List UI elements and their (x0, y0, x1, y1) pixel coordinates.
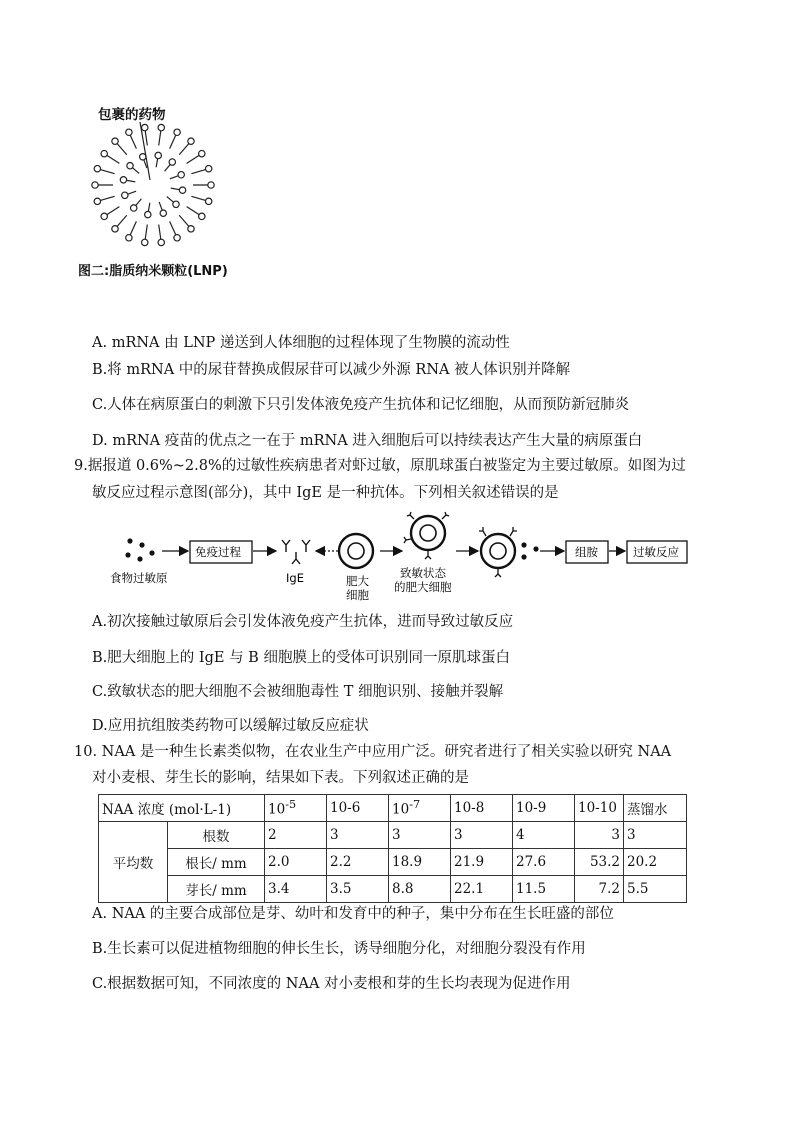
q9-option-c: C.致敏状态的肥大细胞不会被细胞毒性 T 细胞识别、接触并裂解 (92, 684, 504, 700)
row-label: 芽长/ mm (168, 876, 265, 903)
table-cell: 4 (513, 822, 575, 849)
histamine-label: 组胺 (575, 545, 598, 559)
lipid-head (126, 129, 132, 135)
figure-label: 包裹的药物 (98, 107, 166, 123)
conc-cell: 10-6 (327, 795, 389, 822)
lipid-head (94, 198, 100, 204)
lipid-head (158, 239, 164, 245)
lipid-head (199, 213, 205, 219)
lipid-head (155, 152, 161, 158)
table-cell: 27.6 (513, 849, 575, 876)
lipid-head (158, 124, 164, 130)
table-cell: 2.0 (265, 849, 327, 876)
histamine-dots (521, 542, 538, 559)
q9-option-b: B.肥大细胞上的 IgE 与 B 细胞膜上的受体可识别同一原肌球蛋白 (92, 650, 510, 666)
mast-cell-label-2: 细胞 (346, 588, 369, 602)
lipid-head (205, 165, 211, 171)
lipid-head (199, 150, 205, 156)
ige-antibodies (282, 540, 310, 564)
table-cell: 5.5 (624, 876, 687, 903)
lipid-head (131, 205, 137, 211)
table-cell: 3 (327, 822, 389, 849)
table-cell: 3 (389, 822, 451, 849)
mast-cell-label-1: 肥大 (346, 574, 369, 588)
lipid-head (94, 165, 100, 171)
table-cell: 3 (624, 822, 687, 849)
table-cell: 3 (575, 822, 624, 849)
q8-option-b: B.将 mRNA 中的尿苷替换成假尿苷可以减少外源 RNA 被人体识别并降解 (92, 362, 571, 378)
allergy-process-diagram (100, 505, 700, 610)
table-cell: 20.2 (624, 849, 687, 876)
sensitized-label-1: 致敏状态 (400, 566, 446, 580)
table-cell: 53.2 (575, 849, 624, 876)
q9-stem-line2: 敏反应过程示意图(部分)，其中 IgE 是一种抗体。下列相关叙述错误的是 (92, 485, 559, 501)
lipid-head (140, 154, 146, 160)
row-label: 根数 (168, 822, 265, 849)
lipid-head (92, 182, 98, 188)
q10-stem-line1: 10. NAA 是一种生长素类似物，在农业生产中应用广泛。研究者进行了相关实验以研究 NAA (74, 744, 672, 760)
lipid-head (142, 124, 148, 130)
ige-label: IgE (286, 571, 304, 585)
table-cell: 21.9 (451, 849, 513, 876)
lnp-figure (78, 100, 278, 280)
lipid-head (127, 163, 133, 169)
row-label: 根长/ mm (168, 849, 265, 876)
lipid-head (101, 213, 107, 219)
group-label: 平均数 (99, 822, 168, 903)
q9-stem-line1: 9.据报道 0.6%~2.8%的过敏性疾病患者对虾过敏，原肌球蛋白被鉴定为主要过敏原。如图为过 (74, 458, 686, 474)
lipid-head (208, 182, 214, 188)
lipid-head (101, 150, 107, 156)
lipid-head (126, 235, 132, 241)
table-row (99, 876, 687, 903)
conc-cell: $10^{-5}$ (265, 795, 327, 822)
table-cell: 22.1 (451, 876, 513, 903)
figure-caption: 图二:脂质纳米颗粒(LNP) (78, 264, 228, 279)
sensitized-label-2: 的肥大细胞 (394, 580, 452, 594)
lipid-head (188, 138, 194, 144)
lipid-head (188, 226, 194, 232)
table-header-label: NAA 浓度 (mol·L-1) (99, 795, 265, 822)
lipid-head (169, 159, 175, 165)
table-header-row (99, 795, 687, 822)
lipid-head (122, 192, 128, 198)
table-cell: 18.9 (389, 849, 451, 876)
q10-option-a: A. NAA 的主要合成部位是芽、幼叶和发育中的种子，集中分布在生长旺盛的部位 (92, 906, 614, 922)
q8-option-a: A. mRNA 由 LNP 递送到人体细胞的过程体现了生物膜的流动性 (92, 335, 510, 351)
allergen-dots (125, 538, 154, 561)
naa-table (98, 794, 687, 903)
conc-cell: 蒸馏水 (624, 795, 687, 822)
table-cell: 3.4 (265, 876, 327, 903)
lipid-head (174, 235, 180, 241)
table-cell: 2.2 (327, 849, 389, 876)
table-row (99, 822, 687, 849)
lipid-head (112, 226, 118, 232)
q10-stem-line2: 对小麦根、芽生长的影响，结果如下表。下列叙述正确的是 (92, 770, 469, 786)
q8-option-c: C.人体在病原蛋白的刺激下只引发体液免疫产生抗体和记忆细胞，从而预防新冠肺炎 (92, 397, 630, 413)
q9-option-d: D.应用抗组胺类药物可以缓解过敏反应症状 (92, 718, 369, 734)
lipid-head (173, 201, 179, 207)
q8-option-d: D. mRNA 疫苗的优点之一在于 mRNA 进入细胞后可以持续表达产生大量的病原蛋白 (92, 433, 643, 449)
q10-option-b: B.生长素可以促进植物细胞的伸长生长，诱导细胞分化，对细胞分裂没有作用 (92, 941, 586, 957)
lipid-head (112, 138, 118, 144)
conc-cell: 10-8 (451, 795, 513, 822)
table-cell: 3 (451, 822, 513, 849)
lipid-head (145, 211, 151, 217)
lipid-head (160, 210, 166, 216)
lipid-head (174, 129, 180, 135)
reaction-label: 过敏反应 (633, 545, 679, 559)
lipid-head (142, 239, 148, 245)
conc-cell: $10^{-7}$ (389, 795, 451, 822)
table-cell: 8.8 (389, 876, 451, 903)
table-cell: 11.5 (513, 876, 575, 903)
conc-cell: 10-10 (575, 795, 624, 822)
table-cell: 3.5 (327, 876, 389, 903)
q10-option-c: C.根据数据可知，不同浓度的 NAA 对小麦根和芽的生长均表现为促进作用 (92, 976, 571, 992)
immune-process-label: 免疫过程 (195, 545, 241, 559)
lipid-head (178, 172, 184, 178)
conc-cell: 10-9 (513, 795, 575, 822)
allergen-label: 食物过敏原 (110, 571, 168, 585)
table-cell: 7.2 (575, 876, 624, 903)
lipid-head (205, 198, 211, 204)
table-cell: 2 (265, 822, 327, 849)
table-row (99, 849, 687, 876)
lipid-head (179, 187, 185, 193)
q9-option-a: A.初次接触过敏原后会引发体液免疫产生抗体，进而导致过敏反应 (92, 614, 514, 630)
lipid-head (120, 177, 126, 183)
